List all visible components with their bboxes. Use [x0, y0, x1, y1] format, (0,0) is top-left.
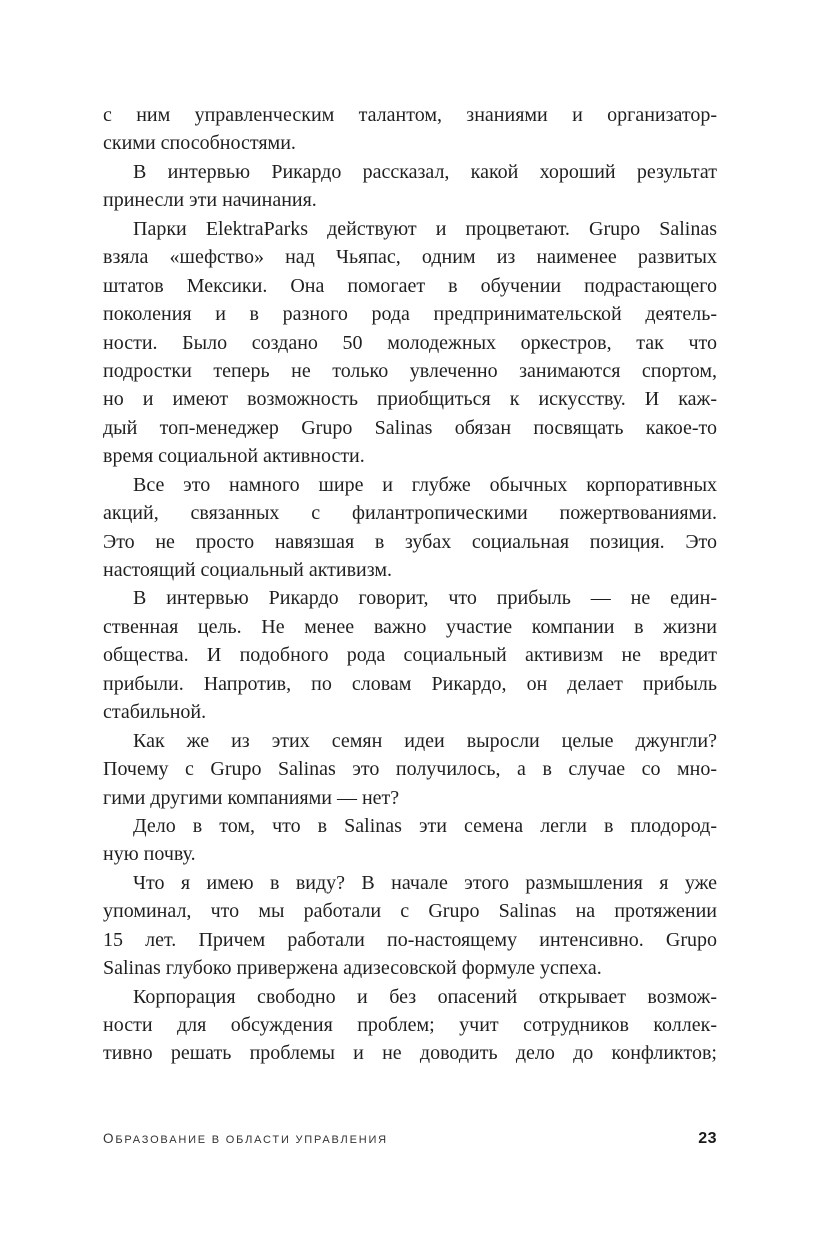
paragraph [103, 101, 717, 158]
text-line: подростки теперь не только увлеченно занимаются спортом, [103, 359, 717, 382]
text-line: В интервью Рикардо рассказал, какой хороший результат [133, 160, 717, 183]
text-line: принесли эти начинания. [103, 189, 317, 212]
text-line: ственная цель. Не менее важно участие компании в жизни [103, 615, 717, 638]
text-line: ности для обсуждения проблем; учит сотрудников коллек- [103, 1014, 717, 1036]
text-line: стабильной. [103, 701, 207, 724]
paragraph [103, 584, 717, 726]
body-text [103, 101, 717, 1068]
paragraph [103, 215, 717, 471]
text-line: с ним управленческим талантом, знаниями и организатор- [103, 104, 717, 126]
text-line: поколения и в разного рода предпринимательской деятель- [103, 303, 717, 326]
text-line: прибыли. Напротив, по словам Рикардо, он делает прибыль [103, 672, 717, 695]
text-line: Как же из этих семян идеи выросли целые джунгли? [133, 729, 717, 752]
text-line: но и имеют возможность приобщиться к искусству. И каж- [103, 388, 717, 411]
paragraph [103, 471, 717, 585]
text-line: В интервью Рикардо говорит, что прибыль — не един- [133, 587, 717, 610]
text-line: общества. И подобного рода социальный активизм не вредит [103, 644, 717, 667]
text-line: скими способностями. [103, 132, 296, 155]
text-line: тивно решать проблемы и не доводить дело до конфликтов; [103, 1042, 717, 1065]
paragraph [103, 158, 717, 215]
text-line: Что я имею в виду? В начале этого размышления я уже [133, 871, 717, 894]
text-line: 15 лет. Причем работали по-настоящему интенсивно. Grupo [103, 928, 717, 951]
page-number: 23 [698, 1130, 717, 1147]
text-line: Корпорация свободно и без опасений открывает возмож- [133, 985, 717, 1008]
paragraph [103, 983, 717, 1068]
text-line: акций, связанных с филантропическими пожертвованиями. [103, 502, 717, 525]
text-line: дый топ-менеджер Grupo Salinas обязан посвящать какое-то [103, 416, 717, 439]
text-line: гими другими компаниями — нет? [103, 786, 400, 809]
text-line: упоминал, что мы работали с Grupo Salinas на протяжении [103, 900, 717, 923]
text-line: Почему с Grupo Salinas это получилось, а в случае со мно- [103, 758, 717, 781]
text-line: время социальной активности. [103, 445, 365, 468]
paragraph [103, 727, 717, 812]
paragraph [103, 869, 717, 983]
text-line: взяла «шефство» над Чьяпас, одним из наименее развитых [103, 246, 717, 269]
text-line: Парки ElektraParks действуют и процветают. Grupo Salinas [133, 217, 717, 240]
running-head: ОБРАЗОВАНИЕ В ОБЛАСТИ УПРАВЛЕНИЯ [103, 1131, 388, 1146]
text-line: настоящий социальный активизм. [103, 559, 393, 581]
text-line: Salinas глубоко привержена адизесовской формуле успеха. [103, 957, 602, 980]
text-line: штатов Мексики. Она помогает в обучении подрастающего [103, 274, 717, 297]
paragraph [103, 812, 717, 869]
text-line: Это не просто навязшая в зубах социальная позиция. Это [103, 530, 717, 553]
text-line: Все это намного шире и глубже обычных корпоративных [133, 473, 717, 496]
page-footer [103, 1130, 717, 1148]
text-line: ную почву. [103, 843, 196, 866]
text-line: Дело в том, что в Salinas эти семена легли в плодород- [133, 814, 717, 837]
text-line: ности. Было создано 50 молодежных оркестров, так что [103, 331, 717, 354]
